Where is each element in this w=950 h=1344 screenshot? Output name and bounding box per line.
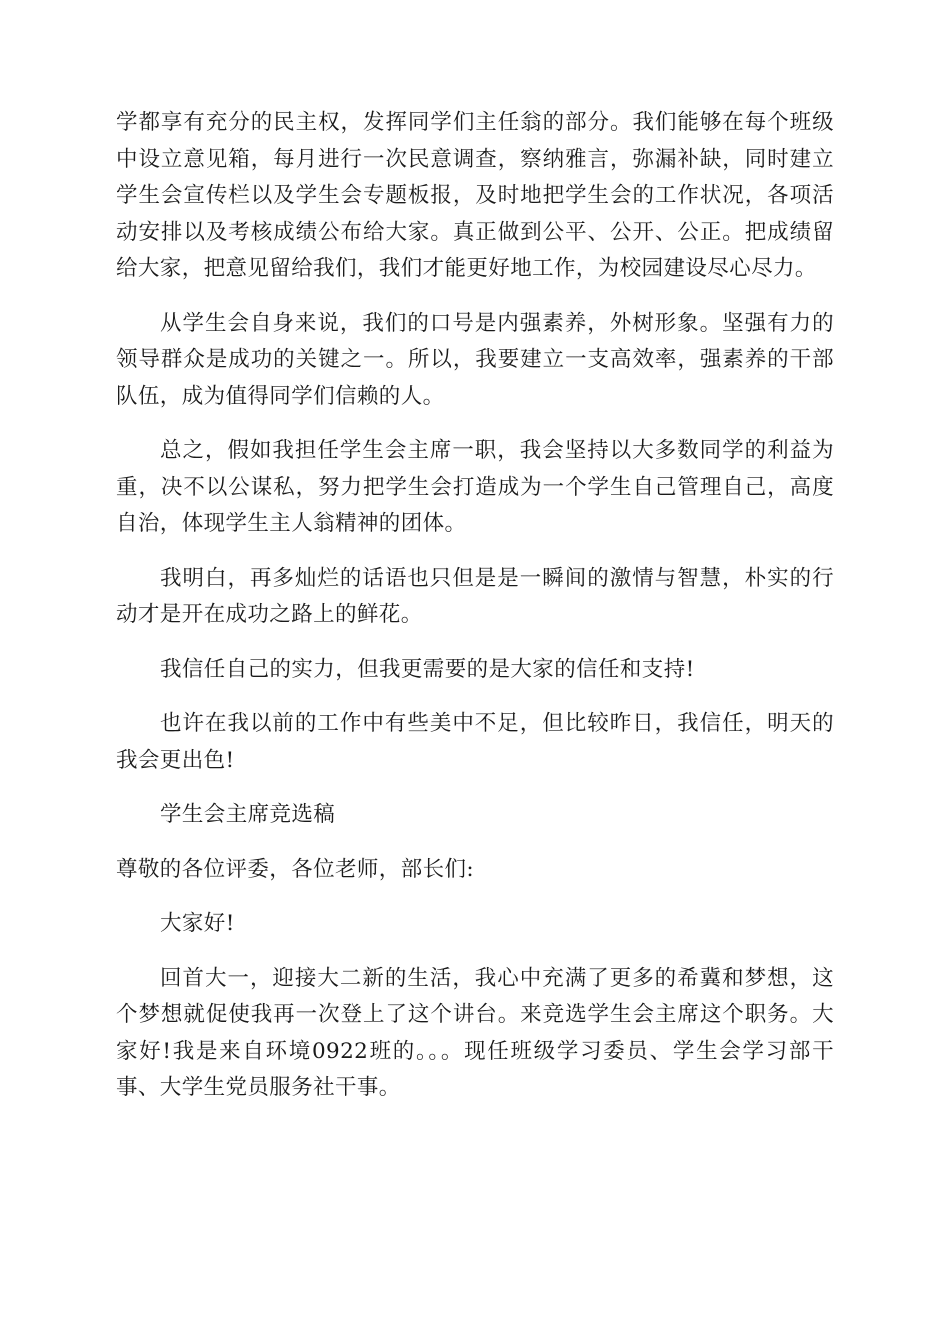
document-body xyxy=(116,105,834,1125)
paragraph-continued: 学都享有充分的民主权，发挥同学们主任翁的部分。我们能够在每个班级中设立意见箱，每月进行一次民意调查，察纳雅言，弥漏补缺，同时建立学生会宣传栏以及学生会专题板报，及时地把学生会的工作状况，各项活动安排以及考核成绩公布给大家。真正做到公平、公开、公正。把成绩留给大家，把意见留给我们，我们才能更好地工作，为校园建设尽心尽力。 xyxy=(116,110,834,281)
section-title: 学生会主席竞选稿 xyxy=(160,802,336,827)
paragraph-tomorrow: 也许在我以前的工作中有些美中不足，但比较昨日，我信任，明天的我会更出色! xyxy=(116,711,834,773)
paragraph-introduction: 回首大一，迎接大二新的生活，我心中充满了更多的希冀和梦想，这个梦想就促使我再一次登上了这个讲台。来竞选学生会主席这个职务。大家好!我是来自环境0922班的。。。现任班级学习委员、学生会学习部干事、大学生党员服务社干事。 xyxy=(116,965,834,1100)
paragraph-summary: 总之，假如我担任学生会主席一职，我会坚持以大多数同学的利益为重，决不以公谋私，努力把学生会打造成为一个学生自己管理自己，高度自治，体现学生主人翁精神的团体。 xyxy=(116,438,834,536)
paragraph-student-union-self: 从学生会自身来说，我们的口号是内强素养，外树形象。坚强有力的领导群众是成功的关键之一。所以，我要建立一支高效率，强素养的干部队伍，成为值得同学们信赖的人。 xyxy=(116,310,834,409)
paragraph-words-and-action: 我明白，再多灿烂的话语也只但是是一瞬间的激情与智慧，朴实的行动才是开在成功之路上的鲜花。 xyxy=(116,565,834,627)
greeting: 大家好! xyxy=(160,911,235,936)
salutation: 尊敬的各位评委，各位老师，部长们: xyxy=(116,856,475,882)
paragraph-trust-support: 我信任自己的实力，但我更需要的是大家的信任和支持! xyxy=(160,656,695,682)
